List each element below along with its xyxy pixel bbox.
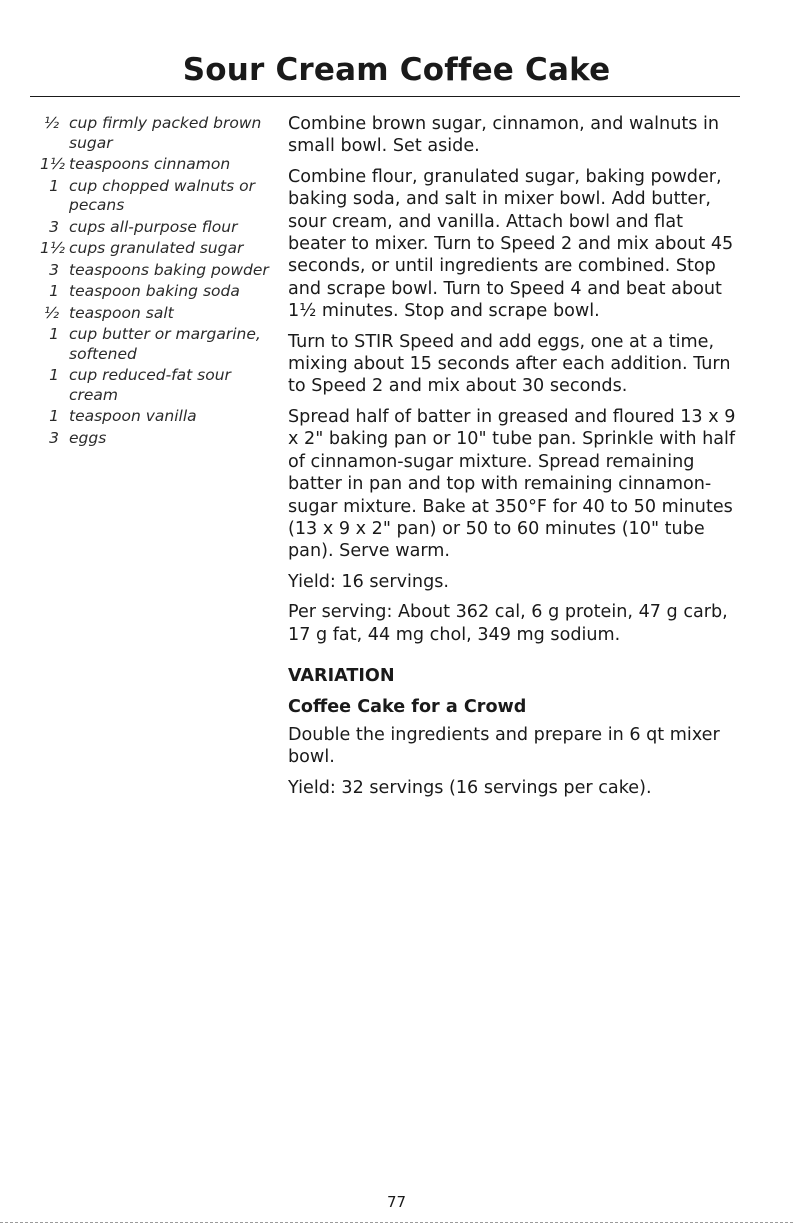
ingredient-quantity: 1	[49, 325, 59, 343]
ingredient-quantity: ½	[43, 114, 59, 132]
ingredient-item	[40, 239, 270, 259]
ingredient-name: teaspoons cinnamon	[69, 155, 231, 173]
page-bottom-edge	[0, 1222, 793, 1223]
direction-paragraph: Combine brown sugar, cinnamon, and walnuts in small bowl. Set aside.	[288, 114, 720, 157]
ingredient-name: cups granulated sugar	[69, 239, 244, 257]
ingredient-quantity: 1	[49, 366, 59, 384]
ingredient-item	[40, 114, 270, 153]
ingredient-quantity: 3	[49, 217, 59, 236]
ingredient-item	[40, 325, 270, 364]
ingredient-item	[40, 218, 270, 238]
nutrition-text: Per serving: About 362 cal, 6 g protein, 47 g carb, 17 g fat, 44 mg chol, 349 mg sodium.	[288, 602, 728, 645]
ingredient-item	[40, 261, 270, 281]
ingredient-item	[40, 304, 270, 324]
ingredient-quantity: 3	[49, 428, 59, 447]
ingredient-item	[40, 429, 270, 449]
ingredient-quantity: 1½	[40, 155, 65, 173]
title-divider	[30, 96, 740, 97]
direction-paragraph: Spread half of batter in greased and floured 13 x 9 x 2" baking pan or 10" tube pan. Sprinkle with half of cinnamon-sugar mixture. Spread remaining batter in pan and top with remaining cinnamon-sugar mixture. Bake at 350°F for 40 to 50 minutes (13 x 9 x 2" pan) or 50 to 60 minutes (10" tube pan). Serve warm.	[288, 406, 736, 562]
ingredient-quantity: 3	[49, 260, 59, 279]
ingredient-name: eggs	[69, 428, 107, 447]
ingredient-name: teaspoons baking powder	[69, 260, 269, 279]
directions-column	[288, 113, 740, 807]
ingredient-name: cup chopped walnuts or pecans	[69, 176, 255, 214]
direction-paragraph: Combine flour, granulated sugar, baking powder, baking soda, and salt in mixer bowl. Add butter, sour cream, and vanilla. Attach bowl and flat beater to mixer. Turn to Speed 2 and mix about 45 seconds, or until ingredients are combined. Stop and scrape bowl. Turn to Speed 4 and beat about 1½ minutes. Stop and scrape bowl.	[288, 166, 734, 322]
ingredient-quantity: 1½	[40, 239, 65, 257]
ingredient-quantity: 1	[49, 176, 59, 195]
ingredient-quantity: 1	[49, 407, 59, 425]
ingredient-item	[40, 407, 270, 427]
variation-heading: VARIATION	[288, 665, 395, 686]
variation-subheading: Coffee Cake for a Crowd	[288, 697, 527, 718]
ingredient-name: cup firmly packed brown sugar	[69, 114, 262, 152]
ingredient-item	[40, 366, 270, 405]
ingredient-name: teaspoon vanilla	[69, 407, 197, 425]
page-title: Sour Cream Coffee Cake	[182, 52, 611, 88]
ingredient-item	[40, 282, 270, 302]
ingredient-name: cups all-purpose flour	[69, 217, 238, 236]
ingredient-item	[40, 177, 270, 216]
ingredient-name: teaspoon salt	[69, 303, 174, 322]
ingredient-name: cup butter or margarine, softened	[69, 325, 261, 363]
ingredient-quantity: ½	[43, 303, 59, 322]
ingredient-quantity: 1	[49, 282, 59, 300]
variation-yield: Yield: 32 servings (16 servings per cake).	[288, 777, 652, 798]
ingredient-name: cup reduced-fat sour cream	[69, 366, 231, 404]
yield-text: Yield: 16 servings.	[288, 571, 449, 592]
variation-text: Double the ingredients and prepare in 6 qt mixer bowl.	[288, 724, 720, 768]
ingredient-name: teaspoon baking soda	[69, 282, 240, 300]
direction-paragraph: Turn to STIR Speed and add eggs, one at a time, mixing about 15 seconds after each addition. Turn to Speed 2 and mix about 30 seconds.	[288, 331, 731, 397]
page-number: 77	[386, 1193, 407, 1211]
ingredient-item	[40, 155, 270, 175]
ingredient-list	[40, 114, 270, 450]
